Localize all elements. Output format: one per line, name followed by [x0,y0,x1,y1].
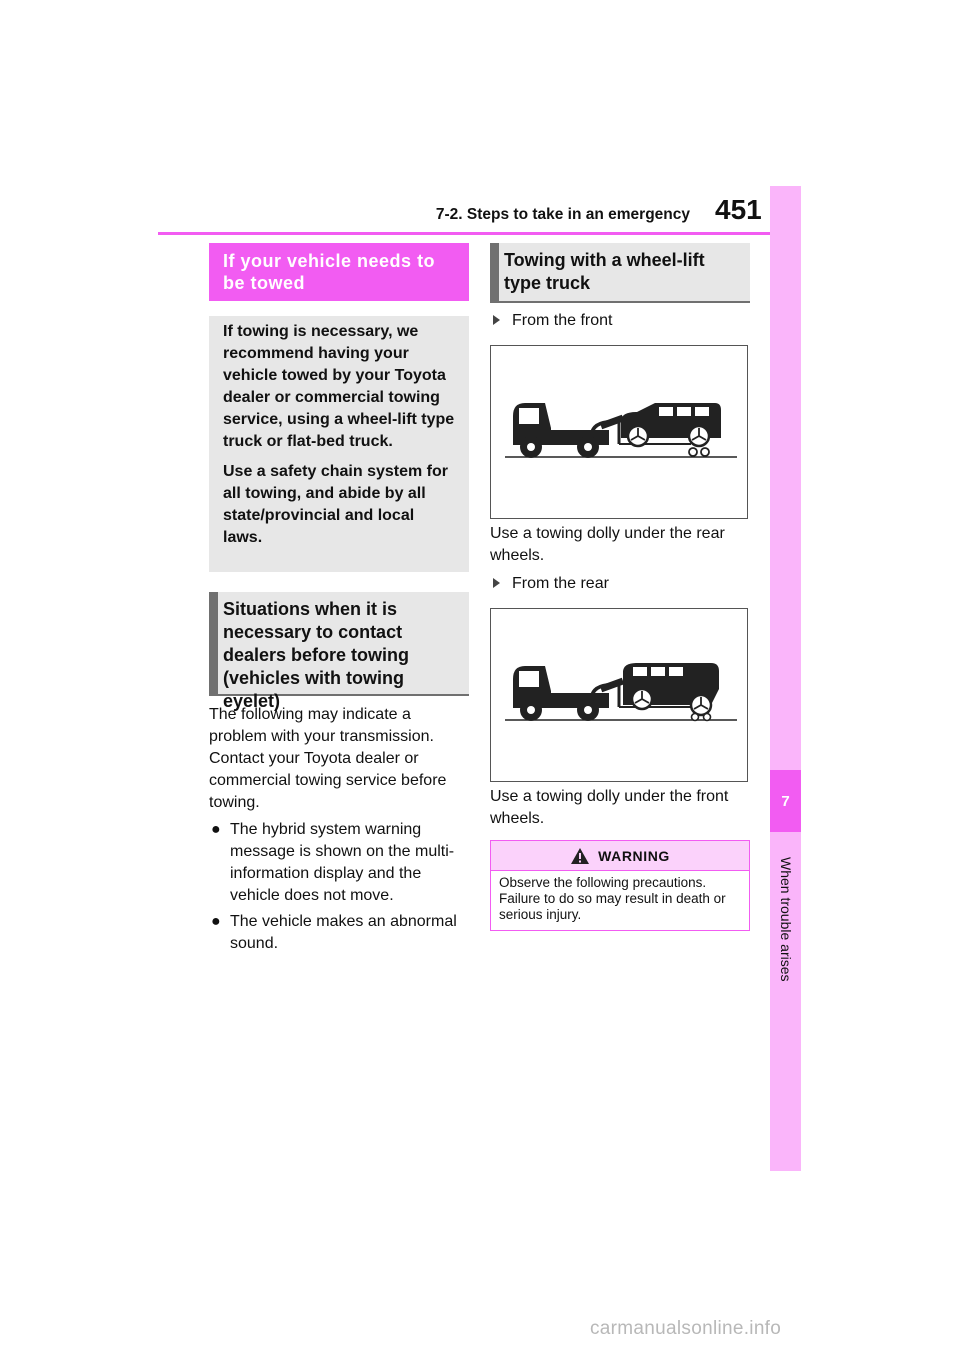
rear-tow-caption: Use a towing dolly under the front wheels. [490,788,729,827]
transmission-problem-text: The following may indicate a problem with your transmission. Contact your Toyota dealer or commercial towing service before towing. [209,706,447,811]
towing-rear-illustration [490,608,748,782]
warning-label: WARNING [598,847,670,864]
bullet-icon: ● [211,913,221,930]
list-item: ● The hybrid system warning message is shown on the multi-information display and the vehicle does not move. [211,821,455,904]
section-title-towed: If your vehicle needs to be towed [209,243,469,301]
warning-triangle-icon [570,847,590,865]
tow-truck-rear-icon [491,609,747,781]
intro-panel [209,316,469,572]
tow-truck-front-icon [491,346,747,518]
bullet-icon: ● [211,821,221,838]
list-item: ● The vehicle makes an abnormal sound. [211,913,457,952]
arrow-right-icon [493,578,500,588]
watermark: carmanualsonline.info [590,1318,782,1339]
page-number: 451 [715,194,762,225]
arrow-right-icon [493,315,500,325]
warning-text: Observe the following precautions. Failure to do so may result in death or serious injury. [499,875,726,922]
front-tow-caption: Use a towing dolly under the rear wheels. [490,525,725,564]
header-rule [158,232,770,235]
intro-paragraph-1: If towing is necessary, we recommend having your vehicle towed by your Toyota dealer or commercial towing service, using a wheel-lift type truck or flat-bed truck. [223,323,455,450]
intro-paragraph-2: Use a safety chain system for all towing, and abide by all state/provincial and local laws. [223,463,448,546]
chapter-number-badge: 7 [770,770,801,832]
list-item: From the front [493,310,748,332]
warning-header [491,841,749,871]
warning-box [490,840,750,931]
subsection-title-contact-dealers: Situations when it is necessary to contact dealers before towing (vehicles with towing eyelet) [209,592,469,696]
list-item: From the rear [493,573,748,595]
towing-front-illustration [490,345,748,519]
chapter-side-tab [770,186,801,1171]
section-title-wheel-lift: Towing with a wheel-lift type truck [490,243,750,303]
running-header: 7-2. Steps to take in an emergency [435,206,690,223]
chapter-title: When trouble arises [778,857,794,982]
